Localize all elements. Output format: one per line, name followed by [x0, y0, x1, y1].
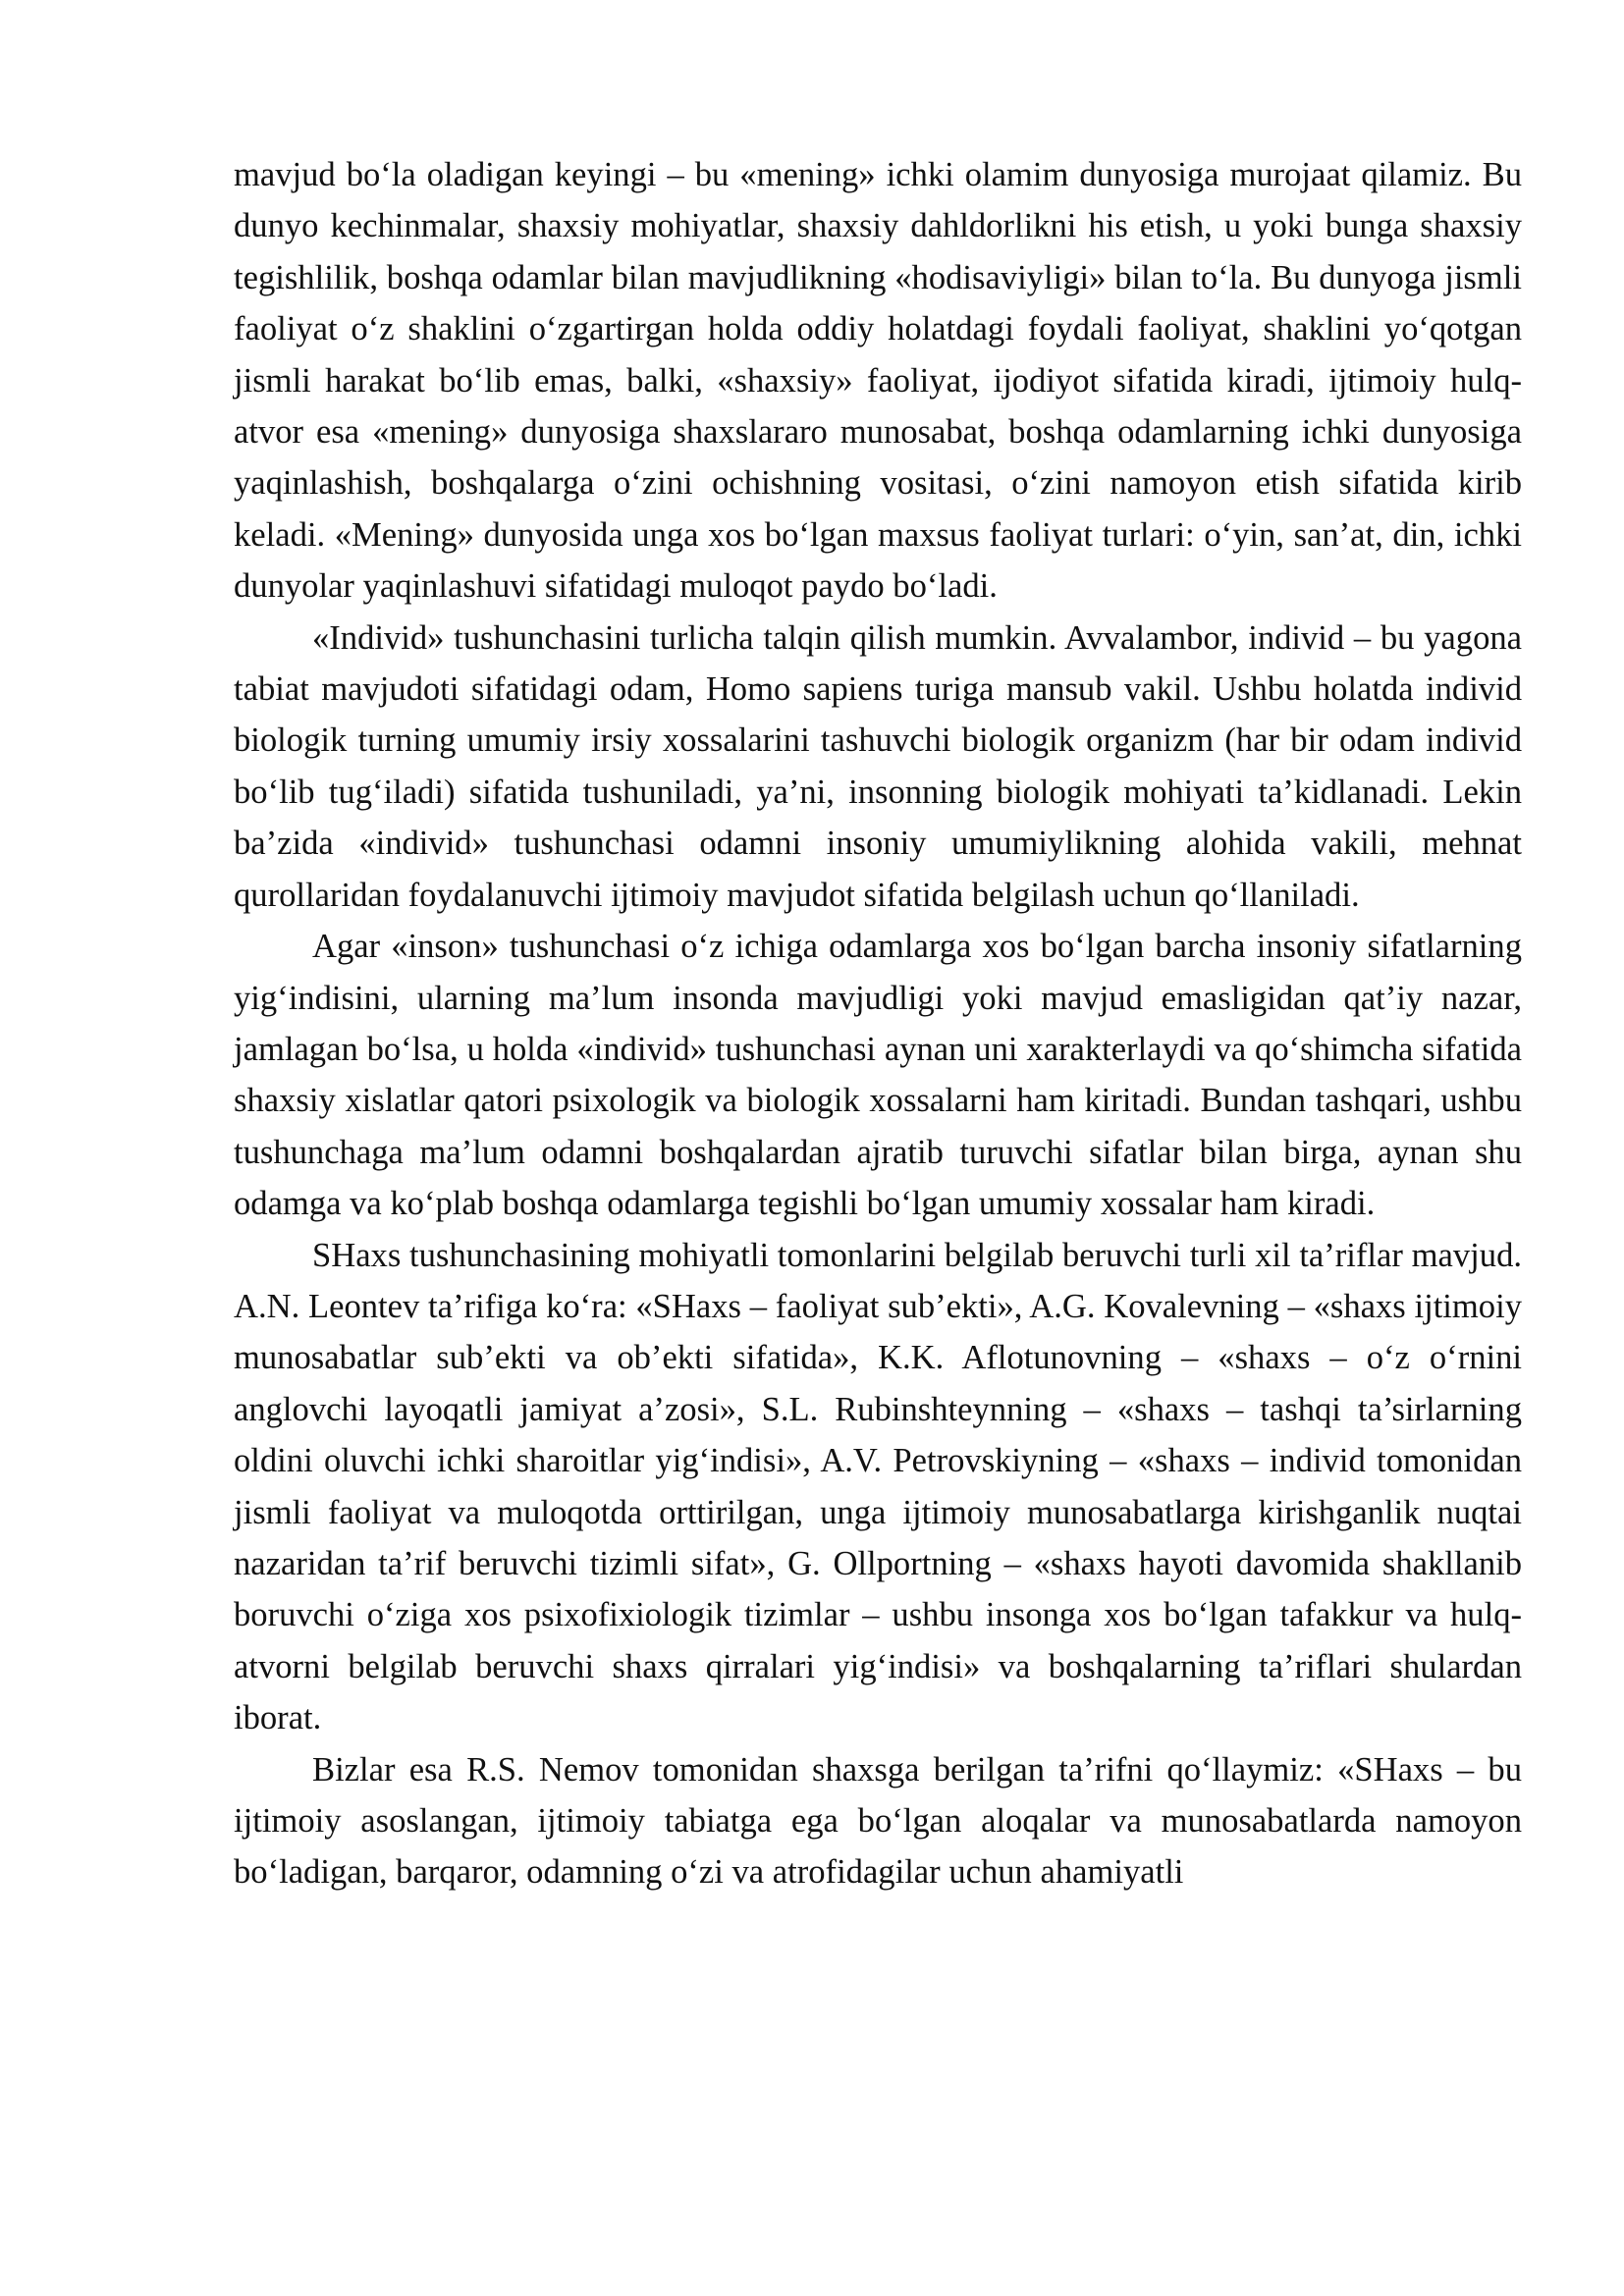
paragraph: «Individ» tushunchasini turlicha talqin qilish mumkin. Avvalambor, individ – bu yagona tabiat mavjudoti sifatidagi odam, Homo sapiens turiga mansub vakil. Ushbu holatda individ biologik turning umumiy irsiy xossalarini tashuvchi biologik organizm (har bir odam individ bo‘lib tug‘iladi) sifatida tushuniladi, ya’ni, insonning biologik mohiyati ta’kidlanadi. Lekin ba’zida «individ» tushunchasi odamni insoniy umumiylikning alohida vakili, mehnat qurollaridan foydalanuvchi ijtimoiy mavjudot sifatida belgilash uchun qo‘llaniladi.: [234, 618, 1522, 914]
paragraph: SHaxs tushunchasining mohiyatli tomonlarini belgilab beruvchi turli xil ta’riflar mavjud. A.N. Leontev ta’rifiga ko‘ra: «SHaxs – faoliyat sub’ekti», A.G. Kovalevning – «shaxs ijtimoiy munosabatlar sub’ekti va ob’ekti sifatida», K.K. Aflotunovning – «shaxs – o‘z o‘rnini anglovchi layoqatli jamiyat a’zosi», S.L. Rubinshteynning – «shaxs – tashqi ta’sirlarning oldini oluvchi ichki sharoitlar yig‘indisi», A.V. Petrovskiyning – «shaxs – individ tomonidan jismli faoliyat va muloqotda orttirilgan, unga ijtimoiy munosabatlarga kirishganlik nuqtai nazaridan ta’rif beruvchi tizimli sifat», G. Ollportning – «shaxs hayoti davomida shakllanib boruvchi o‘ziga xos psixofixiologik tizimlar – ushbu insonga xos bo‘lgan tafakkur va hulq-atvorni belgilab beruvchi shaxs qirralari yig‘indisi» va boshqalarning ta’riflari shulardan iborat.: [234, 1236, 1522, 1737]
document-page: [234, 149, 1522, 1898]
paragraph: mavjud bo‘la oladigan keyingi – bu «mening» ichki olamim dunyosiga murojaat qilamiz. Bu dunyo kechinmalar, shaxsiy mohiyatlar, shaxsiy dahldorlikni his etish, u yoki bunga shaxsiy tegishlilik, boshqa odamlar bilan mavjudlikning «hodisaviyligi» bilan to‘la. Bu dunyoga jismli faoliyat o‘z shaklini o‘zgartirgan holda oddiy holatdagi foydali faoliyat, shaklini yo‘qotgan jismli harakat bo‘lib emas, balki, «shaxsiy» faoliyat, ijodiyot sifatida kiradi, ijtimoiy hulq-atvor esa «mening» dunyosiga shaxslararo munosabat, boshqa odamlarning ichki dunyosiga yaqinlashish, boshqalarga o‘zini ochishning vositasi, o‘zini namoyon etish sifatida kirib keladi. «Mening» dunyosida unga xos bo‘lgan maxsus faoliyat turlari: o‘yin, san’at, din, ichki dunyolar yaqinlashuvi sifatidagi muloqot paydo bo‘ladi.: [234, 156, 1522, 606]
paragraph: Agar «inson» tushunchasi o‘z ichiga odamlarga xos bo‘lgan barcha insoniy sifatlarning yig‘indisini, ularning ma’lum insonda mavjudligi yoki mavjud emasligidan qat’iy nazar, jamlagan bo‘lsa, u holda «individ» tushunchasi aynan uni xarakterlaydi va qo‘shimcha sifatida shaxsiy xislatlar qatori psixologik va biologik xossalarni ham kiritadi. Bundan tashqari, ushbu tushunchaga ma’lum odamni boshqalardan ajratib turuvchi sifatlar bilan birga, aynan shu odamga va ko‘plab boshqa odamlarga tegishli bo‘lgan umumiy xossalar ham kiradi.: [234, 928, 1522, 1223]
paragraph: Bizlar esa R.S. Nemov tomonidan shaxsga berilgan ta’rifni qo‘llaymiz: «SHaxs – bu ijtimoiy asoslangan, ijtimoiy tabiatga ega bo‘lgan aloqalar va munosabatlarda namoyon bo‘ladigan, barqaror, odamning o‘zi va atrofidagilar uchun ahamiyatli: [234, 1750, 1522, 1892]
